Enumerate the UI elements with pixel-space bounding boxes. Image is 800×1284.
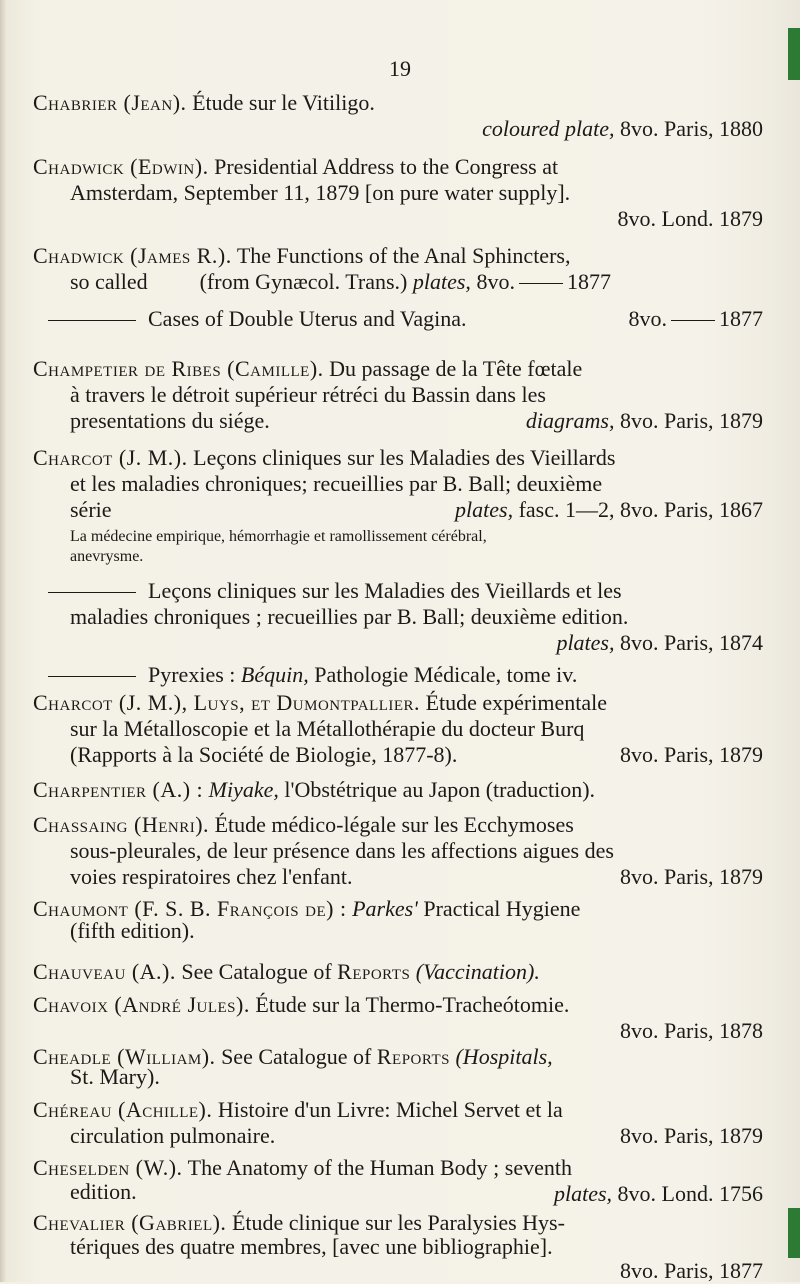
entry-illustration: plates, bbox=[455, 497, 514, 522]
entry-imprint: 8vo. Paris, 1880 bbox=[620, 116, 763, 141]
entry-year: 1877 bbox=[566, 269, 611, 294]
entry-illustration: plates, bbox=[412, 269, 471, 294]
entry-title-cont: sur la Métalloscopie et la Métallothérapie du docteur Burq bbox=[70, 716, 585, 741]
entry-imprint: 8vo. Paris, 1879 bbox=[620, 1123, 763, 1148]
entry-title-cont: so called bbox=[70, 269, 148, 294]
entry-title: Du passage de la Tête fœtale bbox=[329, 356, 583, 381]
entry-ref-topic: (Hospitals, bbox=[455, 1044, 553, 1069]
green-tab-bottom bbox=[788, 1208, 800, 1258]
entry-author: Chabrier (Jean). bbox=[33, 90, 187, 115]
entry-ref-author: Béquin, bbox=[240, 662, 309, 687]
entry-imprint: fasc. 1—2, 8vo. Paris, 1867 bbox=[518, 497, 763, 522]
entry-author: Chéreau (Achille). bbox=[33, 1097, 213, 1122]
entry-imprint: 8vo. Paris, 1877 bbox=[620, 1258, 763, 1283]
entry-title: Pyrexies : bbox=[148, 662, 236, 687]
entry-illustration: plates, bbox=[556, 630, 615, 655]
entry-format: 8vo. bbox=[476, 269, 515, 294]
page-left-shadow bbox=[0, 0, 6, 1282]
entry-author: Cheselden (W.). bbox=[33, 1155, 183, 1180]
entry-imprint: 8vo. Paris, 1878 bbox=[620, 1018, 763, 1043]
entry-title: Étude médico-légale sur les Ecchymoses bbox=[214, 812, 574, 837]
entry-title-cont: série bbox=[70, 497, 112, 522]
entry-ref-author: Parkes' bbox=[352, 896, 418, 921]
entry-title-cont: sous-pleurales, de leur présence dans les affections aigues des bbox=[70, 838, 614, 863]
entry-author: Chauveau (A.). bbox=[33, 959, 176, 984]
entry-title-cont: à travers le détroit supérieur rétréci du Bassin dans les bbox=[70, 382, 546, 407]
entry-contents-note: anevrysme. bbox=[70, 548, 144, 565]
entry-title-cont: voies respiratoires chez l'enfant. bbox=[70, 864, 353, 889]
entry-author: Chavoix (André Jules). bbox=[33, 992, 250, 1017]
entry-title-cont: (fifth edition). bbox=[70, 918, 195, 943]
entry-title: Étude sur la Thermo-Tracheótomie. bbox=[255, 992, 570, 1017]
entry-imprint: 8vo. Lond. 1756 bbox=[617, 1181, 763, 1206]
entry-title-cont: Amsterdam, September 11, 1879 [on pure water supply]. bbox=[70, 180, 571, 205]
entry-author: Charcot (J. M.). bbox=[33, 445, 188, 470]
entry-title-cont: St. Mary). bbox=[70, 1064, 160, 1089]
entry-title: The Functions of the Anal Sphincters, bbox=[236, 243, 571, 268]
entry-format: 8vo. bbox=[628, 306, 667, 331]
ditto-rule bbox=[48, 676, 136, 677]
ditto-rule bbox=[519, 283, 563, 284]
entry-author: Chadwick (Edwin). bbox=[33, 154, 209, 179]
entry-title-cont: presentations du siége. bbox=[70, 408, 270, 433]
entry-ref: See Catalogue of bbox=[221, 1044, 372, 1069]
entry-title-cont: tériques des quatre membres, [avec une bibliographie]. bbox=[70, 1234, 553, 1259]
entry-author: Cheadle (William). bbox=[33, 1044, 216, 1069]
ditto-rule bbox=[48, 592, 136, 593]
entry-title: Étude expérimentale bbox=[425, 690, 607, 715]
entry-author: Chassaing (Henri). bbox=[33, 812, 210, 837]
entry-author: Chevalier (Gabriel). bbox=[33, 1210, 227, 1235]
entry-ref: l'Obstétrique au Japon (traduction). bbox=[284, 777, 596, 802]
entry-ref-section: Reports bbox=[376, 1044, 450, 1069]
entry-illustration: diagrams, bbox=[525, 408, 615, 433]
entry-illustration: plates, bbox=[553, 1181, 613, 1206]
entry-title-cont: circulation pulmonaire. bbox=[70, 1123, 276, 1148]
entry-imprint: 8vo. Paris, 1879 bbox=[620, 864, 763, 889]
entry-imprint: 8vo. Paris, 1879 bbox=[620, 742, 763, 767]
entry-ref-topic: (Vaccination). bbox=[415, 959, 540, 984]
entry-imprint: 8vo. Lond. 1879 bbox=[617, 206, 763, 231]
entry-author: Chaumont (F. S. B. François de) : bbox=[33, 896, 347, 921]
entry-author: Chadwick (James R.). bbox=[33, 243, 232, 268]
entry-title-cont: maladies chroniques ; recueillies par B. Ball; deuxième edition. bbox=[70, 604, 629, 629]
entry-title: Histoire d'un Livre: Michel Servet et la bbox=[217, 1097, 563, 1122]
entry-title: The Anatomy of the Human Body ; seventh bbox=[187, 1155, 572, 1180]
entry-illustration: coloured plate, bbox=[482, 116, 615, 141]
entry-year: 1877 bbox=[719, 306, 763, 331]
entry-author: Charpentier (A.) : bbox=[33, 777, 204, 802]
entry-title: Étude clinique sur les Paralysies Hys- bbox=[231, 1210, 565, 1235]
entry-title-cont: edition. bbox=[70, 1179, 137, 1204]
entry-ref: Practical Hygiene bbox=[423, 896, 581, 921]
page-number: 19 bbox=[389, 56, 411, 81]
entry-title: Cases of Double Uterus and Vagina. bbox=[148, 306, 467, 331]
entry-title: Étude sur le Vitiligo. bbox=[192, 90, 375, 115]
entry-source: (from Gynæcol. Trans.) bbox=[199, 269, 408, 294]
entry-contents-note: La médecine empirique, hémorrhagie et ramollissement cérébral, bbox=[70, 528, 487, 545]
ditto-rule bbox=[48, 320, 136, 321]
entry-title: Leçons cliniques sur les Maladies des Vieillards et les bbox=[148, 578, 622, 603]
entry-ref-author: Miyake, bbox=[208, 777, 279, 802]
entry-title: Leçons cliniques sur les Maladies des Vieillards bbox=[193, 445, 616, 470]
entry-title-cont: et les maladies chroniques; recueillies par B. Ball; deuxième bbox=[70, 471, 603, 496]
entry-title-cont: (Rapports à la Société de Biologie, 1877-8). bbox=[70, 742, 458, 767]
entry-author: Charcot (J. M.), Luys, et Dumontpallier. bbox=[33, 690, 421, 715]
entry-imprint: 8vo. Paris, 1874 bbox=[620, 630, 763, 655]
ditto-rule bbox=[671, 320, 715, 321]
entry-author: Champetier de Ribes (Camille). bbox=[33, 356, 324, 381]
entry-ref-section: Reports bbox=[337, 959, 411, 984]
entry-ref: Pathologie Médicale, tome iv. bbox=[314, 662, 578, 687]
entry-ref: See Catalogue of bbox=[181, 959, 332, 984]
entry-title: Presidential Address to the Congress at bbox=[214, 154, 559, 179]
entry-imprint: 8vo. Paris, 1879 bbox=[620, 408, 763, 433]
